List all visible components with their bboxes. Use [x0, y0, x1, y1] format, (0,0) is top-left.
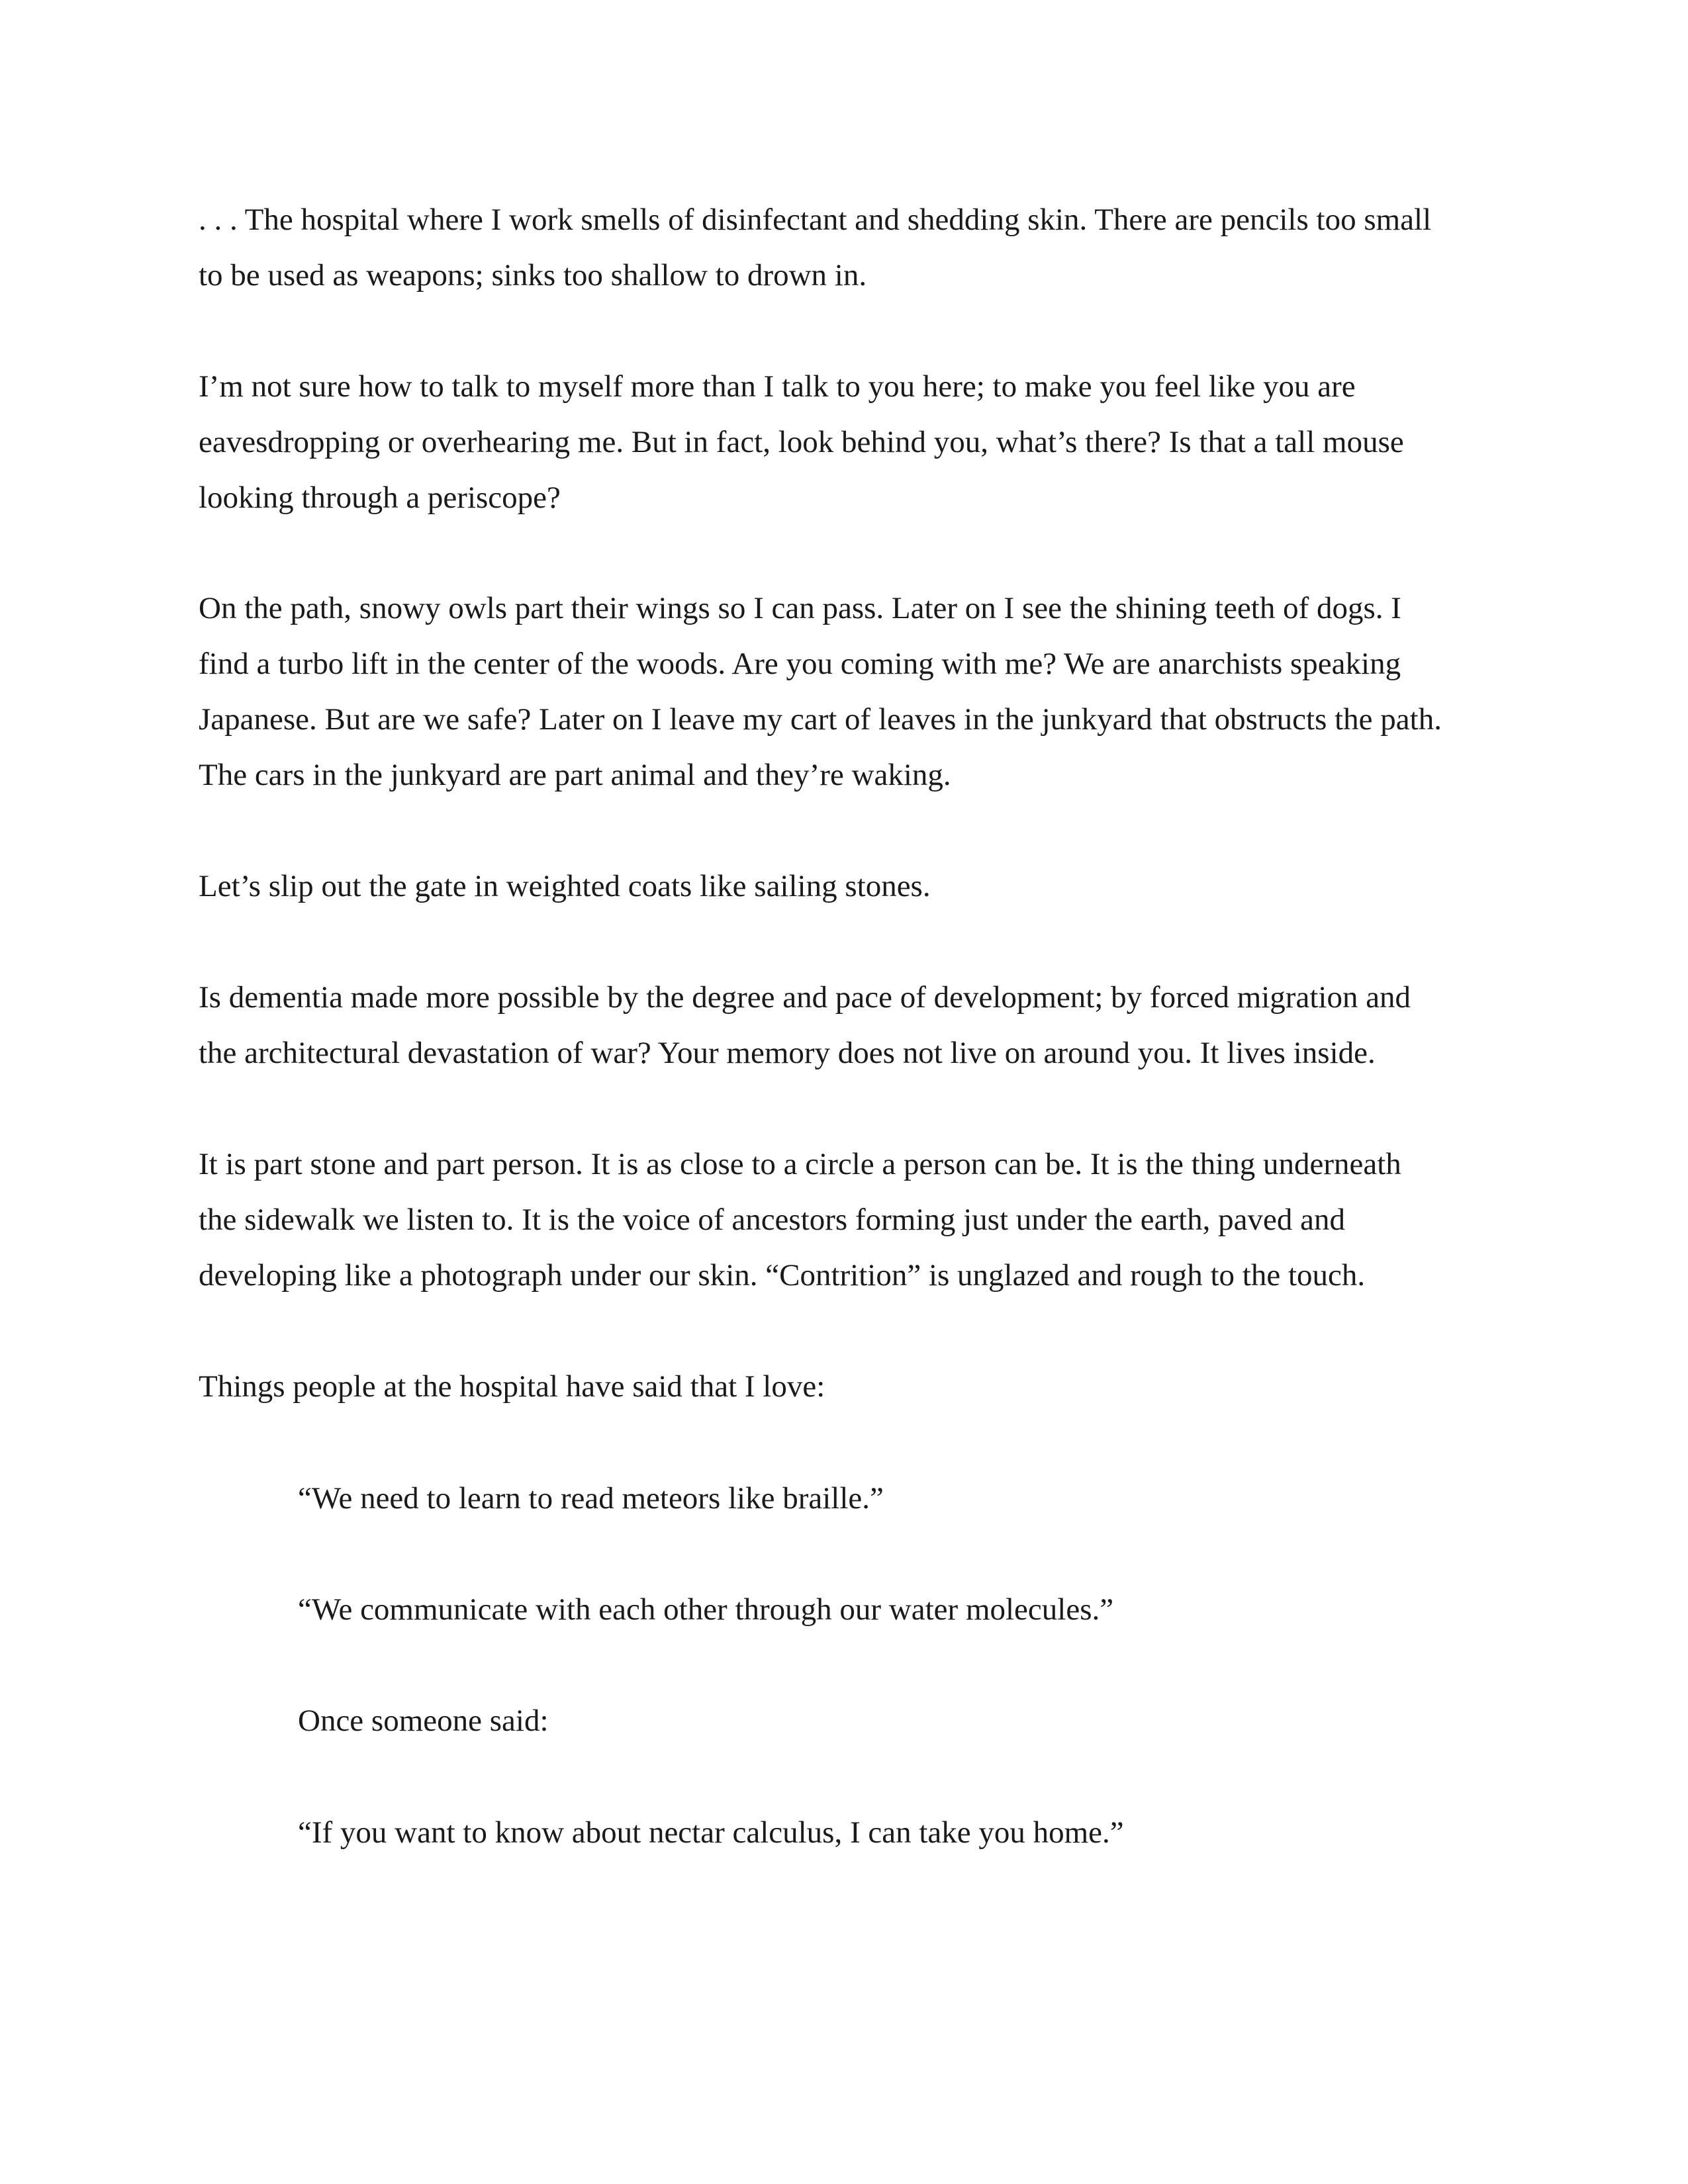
text-line: to be used as weapons; sinks too shallow to drown in.: [199, 258, 867, 293]
text-line: . . . The hospital where I work smells of disinfectant and shedding skin. There are pencils too small: [199, 203, 1432, 237]
text-line: find a turbo lift in the center of the woods. Are you coming with me? We are anarchists speaking: [199, 647, 1401, 681]
paragraph-things-people-said: [199, 1359, 1489, 1414]
text-line: Japanese. But are we safe? Later on I leave my cart of leaves in the junkyard that obstructs the path.: [199, 702, 1442, 737]
paragraph-sailing-stones: [199, 858, 1489, 914]
text-line: Things people at the hospital have said that I love:: [199, 1369, 825, 1404]
quote-nectar-calculus: [298, 1805, 1489, 1860]
text-line: Once someone said:: [298, 1704, 549, 1738]
text-line: “If you want to know about nectar calculus, I can take you home.”: [298, 1815, 1124, 1850]
text-line: On the path, snowy owls part their wings so I can pass. Later on I see the shining teeth of dogs. I: [199, 591, 1401, 625]
paragraph-part-stone: [199, 1136, 1489, 1303]
text-line: The cars in the junkyard are part animal and they’re waking.: [199, 758, 951, 792]
text-line: looking through a periscope?: [199, 480, 561, 515]
line-once-someone-said: [298, 1693, 1489, 1749]
paragraph-hospital-smell: [199, 192, 1489, 303]
quote-meteors: [298, 1471, 1489, 1526]
text-line: I’m not sure how to talk to myself more than I talk to you here; to make you feel like you are: [199, 369, 1356, 404]
text-line: eavesdropping or overhearing me. But in fact, look behind you, what’s there? Is that a tall mouse: [199, 425, 1404, 459]
quote-water-molecules: [298, 1582, 1489, 1637]
text-line: the architectural devastation of war? Your memory does not live on around you. It lives inside.: [199, 1036, 1376, 1070]
text-line: developing like a photograph under our skin. “Contrition” is unglazed and rough to the touch.: [199, 1258, 1366, 1293]
text-line: Is dementia made more possible by the degree and pace of development; by forced migration and: [199, 980, 1411, 1015]
text-line: “We communicate with each other through our water molecules.”: [298, 1592, 1114, 1627]
paragraph-talk-to-myself: [199, 359, 1489, 525]
text-line: “We need to learn to read meteors like braille.”: [298, 1481, 884, 1516]
paragraph-snowy-owls: [199, 580, 1489, 803]
paragraph-dementia: [199, 970, 1489, 1081]
text-line: It is part stone and part person. It is as close to a circle a person can be. It is the thing underneath: [199, 1147, 1401, 1181]
text-line: Let’s slip out the gate in weighted coats like sailing stones.: [199, 869, 931, 903]
text-line: the sidewalk we listen to. It is the voice of ancestors forming just under the earth, paved and: [199, 1203, 1345, 1237]
